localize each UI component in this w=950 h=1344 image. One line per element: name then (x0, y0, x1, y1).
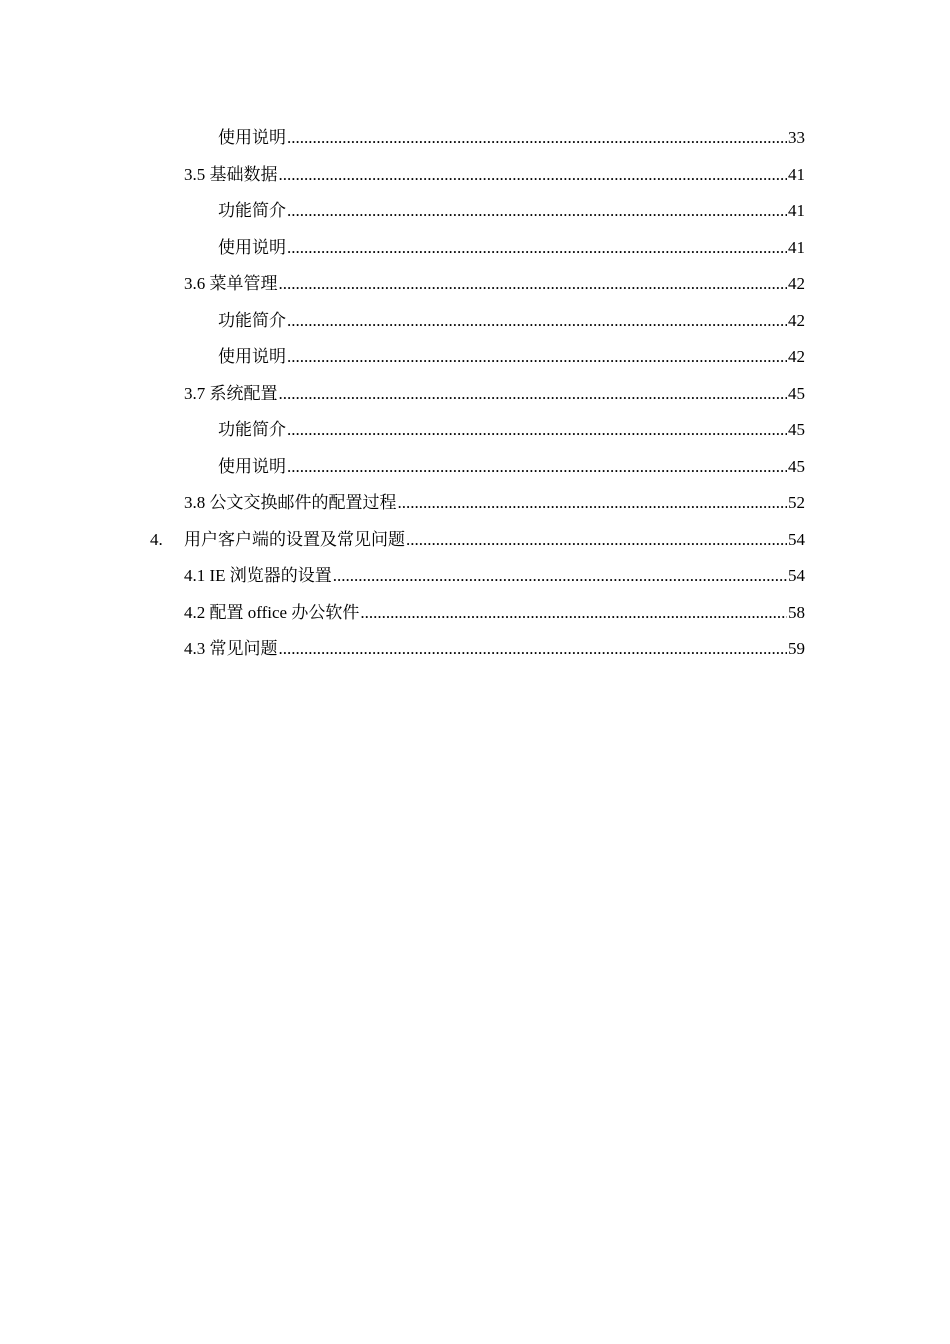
toc-entry[interactable] (0, 120, 950, 157)
dot-leader (287, 412, 787, 449)
dot-leader (333, 558, 787, 595)
toc-entry[interactable] (0, 157, 950, 194)
toc-entry-line (184, 631, 805, 668)
toc-entry-page: 33 (788, 128, 805, 147)
dot-leader (287, 449, 787, 486)
dot-leader (287, 339, 787, 376)
toc-entry-title: 功能简介 (218, 201, 286, 220)
toc-entry[interactable] (0, 230, 950, 267)
table-of-contents (0, 120, 950, 668)
toc-entry-line (218, 193, 805, 230)
toc-entry-page: 58 (788, 602, 805, 622)
toc-entry-title: 3.5 基础数据 (184, 164, 278, 184)
toc-entry-page: 45 (788, 456, 805, 476)
toc-entry-line (184, 595, 805, 632)
toc-entry-page: 41 (788, 164, 805, 184)
toc-entry[interactable] (0, 485, 950, 522)
dot-leader (279, 631, 788, 668)
toc-entry[interactable] (0, 339, 950, 376)
toc-entry-line (218, 120, 805, 157)
toc-entry-title: 4.1 IE 浏览器的设置 (184, 566, 332, 585)
toc-entry-line (184, 266, 805, 303)
toc-entry[interactable] (0, 376, 950, 413)
toc-entry-page: 41 (788, 237, 805, 257)
toc-entry-page: 52 (788, 493, 805, 512)
toc-entry[interactable] (0, 266, 950, 303)
dot-leader (287, 120, 787, 157)
toc-entry[interactable] (0, 193, 950, 230)
toc-entry-title: 3.7 系统配置 (184, 383, 278, 403)
toc-entry-line (184, 485, 805, 522)
dot-leader (279, 266, 788, 303)
dot-leader (287, 193, 787, 230)
toc-entry-title: 使用说明 (218, 128, 286, 147)
toc-entry-line (184, 376, 805, 413)
dot-leader (287, 303, 787, 340)
dot-leader (398, 485, 788, 522)
toc-entry-page: 42 (788, 310, 805, 330)
dot-leader (360, 595, 787, 632)
toc-entry-title: 功能简介 (218, 310, 286, 330)
toc-entry-title: 3.8 公文交换邮件的配置过程 (184, 493, 397, 512)
toc-entry-title: 4.3 常见问题 (184, 639, 278, 658)
toc-entry[interactable] (0, 595, 950, 632)
toc-entry[interactable] (0, 303, 950, 340)
toc-entry-title: 3.6 菜单管理 (184, 274, 278, 293)
dot-leader (287, 230, 787, 267)
toc-entry-title: 使用说明 (218, 237, 286, 257)
toc-entry-page: 59 (788, 639, 805, 658)
dot-leader (279, 157, 788, 194)
toc-entry-title: 功能简介 (218, 420, 286, 439)
toc-entry-page: 42 (788, 274, 805, 293)
toc-entry-title: 用户客户端的设置及常见问题 (184, 529, 405, 549)
toc-entry-line (218, 412, 805, 449)
toc-entry-line (218, 230, 805, 267)
toc-entry-line (184, 157, 805, 194)
toc-entry[interactable] (0, 631, 950, 668)
toc-entry-title: 4.2 配置 office 办公软件 (184, 602, 360, 622)
toc-entry-line (218, 449, 805, 486)
toc-entry-line (184, 522, 805, 559)
toc-entry[interactable] (0, 412, 950, 449)
toc-entry-page: 54 (788, 566, 805, 585)
dot-leader (279, 376, 788, 413)
toc-entry[interactable] (0, 558, 950, 595)
toc-entry-page: 54 (788, 529, 805, 549)
toc-entry-title: 使用说明 (218, 347, 286, 366)
toc-entry-line (218, 339, 805, 376)
dot-leader (406, 522, 787, 559)
toc-chapter-number: 4. (150, 529, 163, 549)
toc-entry-page: 45 (788, 383, 805, 403)
toc-entry-line (218, 303, 805, 340)
toc-entry[interactable] (0, 449, 950, 486)
toc-entry-title: 使用说明 (218, 456, 286, 476)
toc-entry-page: 42 (788, 347, 805, 366)
toc-entry-page: 41 (788, 201, 805, 220)
toc-entry-line (184, 558, 805, 595)
toc-entry[interactable] (0, 522, 950, 559)
toc-entry-page: 45 (788, 420, 805, 439)
